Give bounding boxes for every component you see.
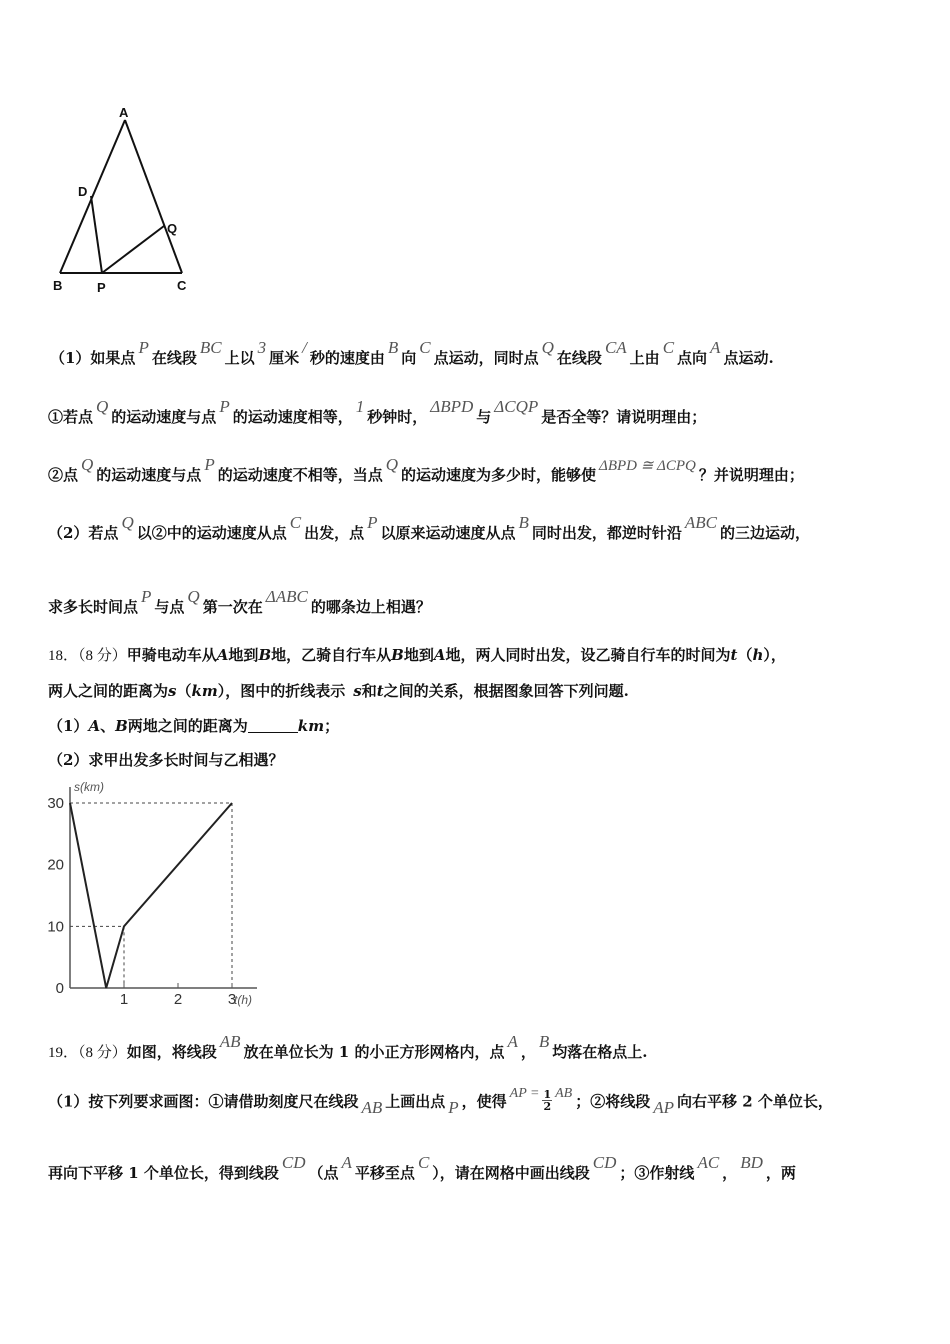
x-tick-label-1: 1 [119, 991, 129, 1008]
q17-part1-line: （1）如果点P在线段BC上以3厘米/秒的速度由B向C点运动，同时点Q在线段CA上由C点向A点运动. [50, 338, 774, 367]
q19-line1: 19．（8 分）如图，将线段AB放在单位长为 1 的小正方形网格内，点A，B均落在格点上. [48, 1032, 648, 1061]
y-tick-label-20: 20 [47, 856, 64, 874]
q18-part2: （2）求甲出发多长时间与乙相遇？ [48, 751, 284, 769]
answer-blank [248, 718, 298, 733]
label-A: A [119, 105, 129, 120]
y-tick-label-10: 10 [47, 918, 64, 936]
label-B: B [53, 278, 63, 293]
x-axis-label: t(h) [234, 993, 252, 1007]
q19-part1: （1）按下列要求画图：①请借助刻度尺在线段 AB 上画出点 P ，使得 AP = $\frac{1}{2}$ AB ；②将线段 AP 向右平移 2 个单位长， [48, 1085, 833, 1117]
q17-part2-line2: 求多长时间点P与点Q第一次在ΔABC的哪条边上相遇？ [48, 587, 431, 616]
triangle-figure [45, 100, 205, 300]
label-Q: Q [167, 221, 178, 236]
segment-DP [91, 196, 102, 273]
label-D: D [78, 184, 88, 199]
segment-AB [60, 120, 125, 273]
series-line [70, 803, 232, 988]
y-tick-label-0: 0 [55, 980, 64, 997]
q17-part2-line1: （2）若点Q以②中的运动速度从点C出发，点P以原来运动速度从点B同时出发，都逆时针沿ABC的三边运动， [48, 513, 811, 542]
x-tick-label-3: 3 [227, 991, 237, 1008]
fraction-one-half: $\frac{1}{2}$ [543, 1088, 552, 1113]
q17-sub2-line: ②点Q的运动速度与点P的运动速度不相等，当点Q的运动速度为多少时，能够使 ΔBPD ≅ ΔCPQ ？并说明理由； [48, 455, 804, 484]
y-axis-label: s(km) [74, 780, 104, 794]
q19-part2: 再向下平移 1 个单位长，得到线段CD（点A平移至点C），请在网格中画出线段CD；③作射线AC，BD，两 [48, 1153, 796, 1182]
y-tick-label-30: 30 [47, 795, 64, 812]
q18-part1: （1）A、B两地之间的距离为 km； [48, 717, 340, 735]
x-tick-label-2: 2 [173, 991, 183, 1008]
label-P: P [97, 280, 106, 295]
label-C: C [177, 278, 187, 293]
segment-PQ [102, 226, 164, 273]
q18-line2: 两人之间的距离为s（km），图中的折线表示 s和t之间的关系，根据图象回答下列问题. [48, 682, 629, 700]
q18-line1: 18．（8 分）甲骑电动车从A地到B地，乙骑自行车从B地到A地，两人同时出发，设乙骑自行车的时间为t（h）， [48, 646, 786, 664]
q17-sub1-line: ①若点Q的运动速度与点P的运动速度相等，1秒钟时，ΔBPD与ΔCQP是否全等？请说明理由； [48, 397, 707, 426]
distance-time-chart [40, 775, 280, 1015]
